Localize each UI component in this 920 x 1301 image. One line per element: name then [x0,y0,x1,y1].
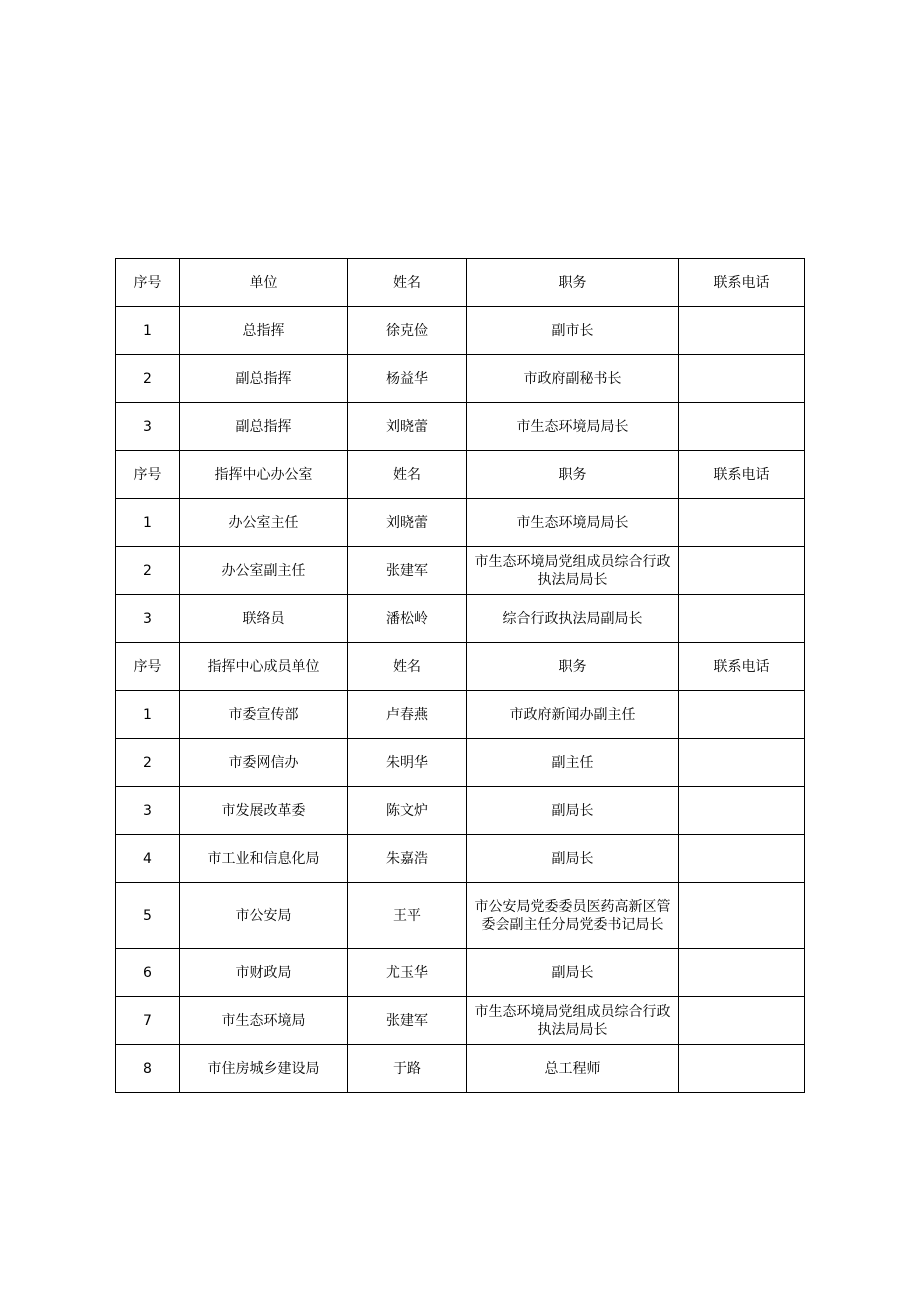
cell-number: 1 [116,307,180,355]
cell-position: 副局长 [467,835,679,883]
cell-name: 陈文炉 [348,787,467,835]
header-cell-number: 序号 [116,451,180,499]
cell-name: 于路 [348,1045,467,1093]
cell-number: 2 [116,739,180,787]
table-row [116,403,805,451]
cell-phone [679,307,805,355]
cell-number: 1 [116,691,180,739]
cell-phone [679,883,805,949]
header-cell-phone: 联系电话 [679,643,805,691]
cell-unit: 副总指挥 [180,403,348,451]
cell-name: 杨益华 [348,355,467,403]
cell-unit: 办公室副主任 [180,547,348,595]
header-cell-name: 姓名 [348,451,467,499]
cell-phone [679,949,805,997]
cell-position: 市政府副秘书长 [467,355,679,403]
header-cell-name: 姓名 [348,643,467,691]
cell-position: 总工程师 [467,1045,679,1093]
header-cell-number: 序号 [116,259,180,307]
cell-name: 刘晓蕾 [348,499,467,547]
cell-position: 副局长 [467,787,679,835]
section-header-row [116,259,805,307]
cell-unit: 办公室主任 [180,499,348,547]
table-row [116,949,805,997]
cell-phone [679,739,805,787]
header-cell-phone: 联系电话 [679,451,805,499]
cell-position: 副主任 [467,739,679,787]
cell-position: 市生态环境局局长 [467,403,679,451]
cell-position: 市公安局党委委员医药高新区管委会副主任分局党委书记局长 [467,883,679,949]
cell-position: 副局长 [467,949,679,997]
table-row [116,547,805,595]
table-row [116,307,805,355]
cell-unit: 联络员 [180,595,348,643]
section-header-row [116,643,805,691]
header-cell-unit: 指挥中心办公室 [180,451,348,499]
cell-number: 5 [116,883,180,949]
cell-unit: 市委网信办 [180,739,348,787]
cell-phone [679,547,805,595]
cell-name: 张建军 [348,997,467,1045]
table-row [116,883,805,949]
cell-position: 市生态环境局党组成员综合行政执法局局长 [467,547,679,595]
cell-position: 市政府新闻办副主任 [467,691,679,739]
cell-name: 朱嘉浩 [348,835,467,883]
cell-position: 副市长 [467,307,679,355]
section-header-row [116,451,805,499]
cell-name: 王平 [348,883,467,949]
header-cell-position: 职务 [467,643,679,691]
cell-name: 徐克俭 [348,307,467,355]
cell-number: 3 [116,787,180,835]
cell-phone [679,691,805,739]
cell-name: 尤玉华 [348,949,467,997]
cell-unit: 市生态环境局 [180,997,348,1045]
cell-number: 3 [116,595,180,643]
cell-position: 综合行政执法局副局长 [467,595,679,643]
table-row [116,739,805,787]
cell-position: 市生态环境局局长 [467,499,679,547]
header-cell-number: 序号 [116,643,180,691]
header-cell-unit: 指挥中心成员单位 [180,643,348,691]
cell-number: 2 [116,547,180,595]
cell-number: 7 [116,997,180,1045]
cell-number: 6 [116,949,180,997]
cell-phone [679,787,805,835]
contact-roster-table [115,258,805,1093]
table-row [116,997,805,1045]
table-row [116,595,805,643]
cell-unit: 市发展改革委 [180,787,348,835]
cell-phone [679,1045,805,1093]
cell-phone [679,499,805,547]
table-row [116,691,805,739]
cell-name: 潘松岭 [348,595,467,643]
cell-number: 4 [116,835,180,883]
table-row [116,1045,805,1093]
table-row [116,499,805,547]
header-cell-position: 职务 [467,451,679,499]
cell-phone [679,355,805,403]
header-cell-unit: 单位 [180,259,348,307]
cell-unit: 市工业和信息化局 [180,835,348,883]
cell-unit: 市住房城乡建设局 [180,1045,348,1093]
table-row [116,787,805,835]
cell-phone [679,835,805,883]
header-cell-name: 姓名 [348,259,467,307]
cell-phone [679,403,805,451]
cell-number: 2 [116,355,180,403]
cell-unit: 市财政局 [180,949,348,997]
cell-number: 8 [116,1045,180,1093]
cell-name: 张建军 [348,547,467,595]
cell-number: 1 [116,499,180,547]
cell-unit: 市委宣传部 [180,691,348,739]
header-cell-phone: 联系电话 [679,259,805,307]
cell-unit: 总指挥 [180,307,348,355]
header-cell-position: 职务 [467,259,679,307]
table-row [116,835,805,883]
cell-name: 刘晓蕾 [348,403,467,451]
cell-phone [679,997,805,1045]
cell-name: 卢春燕 [348,691,467,739]
cell-number: 3 [116,403,180,451]
cell-unit: 市公安局 [180,883,348,949]
cell-position: 市生态环境局党组成员综合行政执法局局长 [467,997,679,1045]
cell-phone [679,595,805,643]
cell-unit: 副总指挥 [180,355,348,403]
cell-name: 朱明华 [348,739,467,787]
table-row [116,355,805,403]
